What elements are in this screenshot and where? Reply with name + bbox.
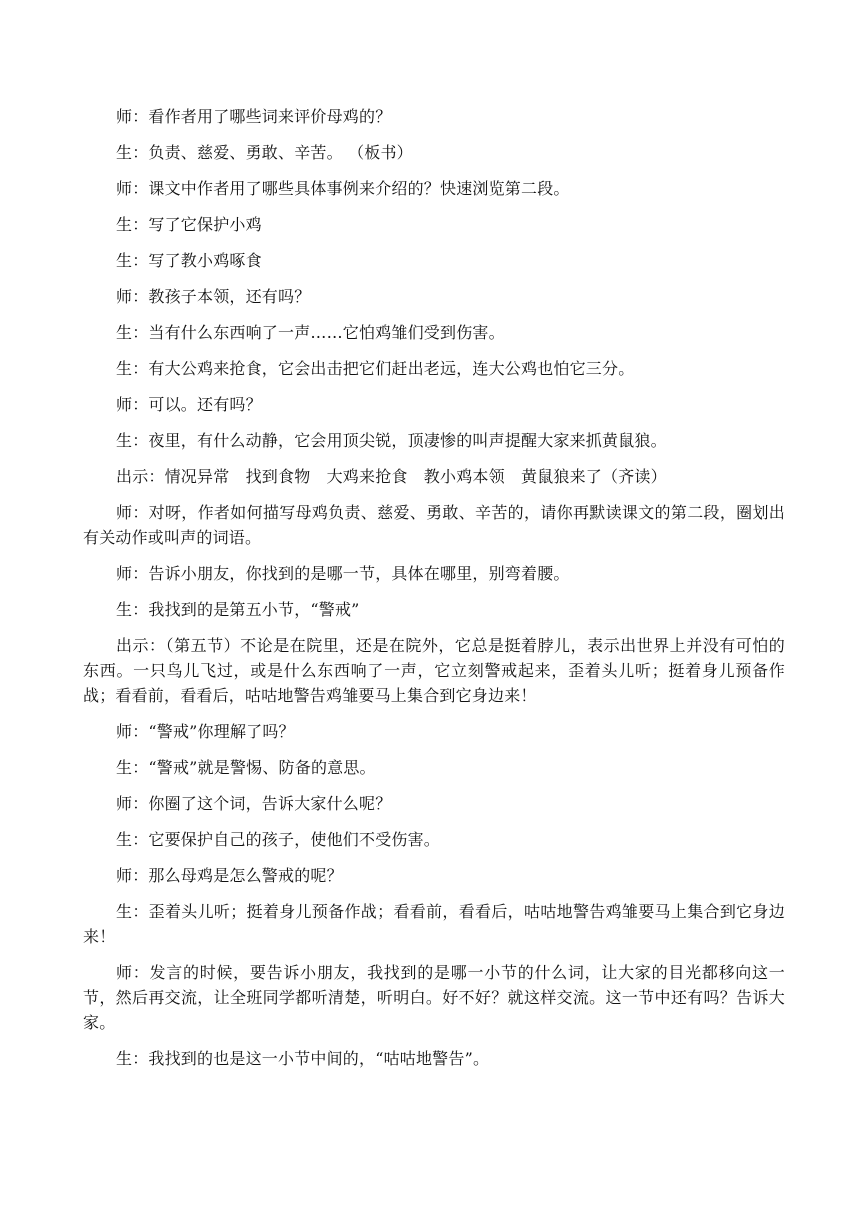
paragraph: 生：“警戒”就是警惕、防备的意思。 xyxy=(116,758,376,777)
paragraph: 出示：情况异常 找到食物 大鸡来抢食 教小鸡本领 黄鼠狼来了（齐读） xyxy=(116,467,667,486)
paragraph: 师：发言的时候，要告诉小朋友，我找到的是哪一小节的什么词，让大家的目光都移向这一节，然后再交流，让全班同学都听清楚，听明白。好不好？就这样交流。这一节中还有吗？告诉大家。 xyxy=(83,963,785,1032)
paragraph: 生：负责、慈爱、勇敢、辛苦。 （板书） xyxy=(116,143,413,162)
paragraph: 生：我找到的也是这一小节中间的，“咕咕地警告”。 xyxy=(116,1049,490,1068)
paragraph: 师：教孩子本领，还有吗？ xyxy=(116,287,311,306)
paragraph: 师：看作者用了哪些词来评价母鸡的？ xyxy=(116,107,392,126)
paragraph: 生：我找到的是第五小节，“警戒” xyxy=(116,600,360,619)
document-body xyxy=(83,104,785,1082)
paragraph: 生：当有什么东西响了一声……它怕鸡雏们受到伤害。 xyxy=(116,323,505,342)
paragraph: 生：夜里，有什么动静，它会用顶尖锐，顶凄惨的叫声提醒大家来抓黄鼠狼。 xyxy=(116,431,667,450)
paragraph: 师：你圈了这个词，告诉大家什么呢？ xyxy=(116,794,392,813)
paragraph: 生：写了它保护小鸡 xyxy=(116,215,262,234)
paragraph: 师：课文中作者用了哪些具体事例来介绍的？快速浏览第二段。 xyxy=(116,179,570,198)
paragraph: 生：有大公鸡来抢食，它会出击把它们赶出老远，连大公鸡也怕它三分。 xyxy=(116,359,635,378)
paragraph: 师：“警戒”你理解了吗？ xyxy=(116,722,295,741)
paragraph: 师：对呀，作者如何描写母鸡负责、慈爱、勇敢、辛苦的，请你再默读课文的第二段，圈划出有关动作或叫声的词语。 xyxy=(83,503,785,547)
paragraph: 出示：（第五节）不论是在院里，还是在院外，它总是挺着脖儿，表示出世界上并没有可怕的东西。一只鸟儿飞过，或是什么东西响了一声，它立刻警戒起来，歪着头儿听；挺着身儿预备作战；看看前，看看后，咕咕地警告鸡雏要马上集合到它身边来！ xyxy=(83,636,785,705)
paragraph: 生：它要保护自己的孩子，使他们不受伤害。 xyxy=(116,830,441,849)
paragraph: 生：写了教小鸡啄食 xyxy=(116,251,262,270)
paragraph: 师：告诉小朋友，你找到的是哪一节，具体在哪里，别弯着腰。 xyxy=(116,564,570,583)
paragraph: 生：歪着头儿听；挺着身儿预备作战；看看前，看看后，咕咕地警告鸡雏要马上集合到它身边来！ xyxy=(83,902,785,946)
paragraph: 师：可以。还有吗？ xyxy=(116,395,262,414)
paragraph: 师：那么母鸡是怎么警戒的呢？ xyxy=(116,866,343,885)
